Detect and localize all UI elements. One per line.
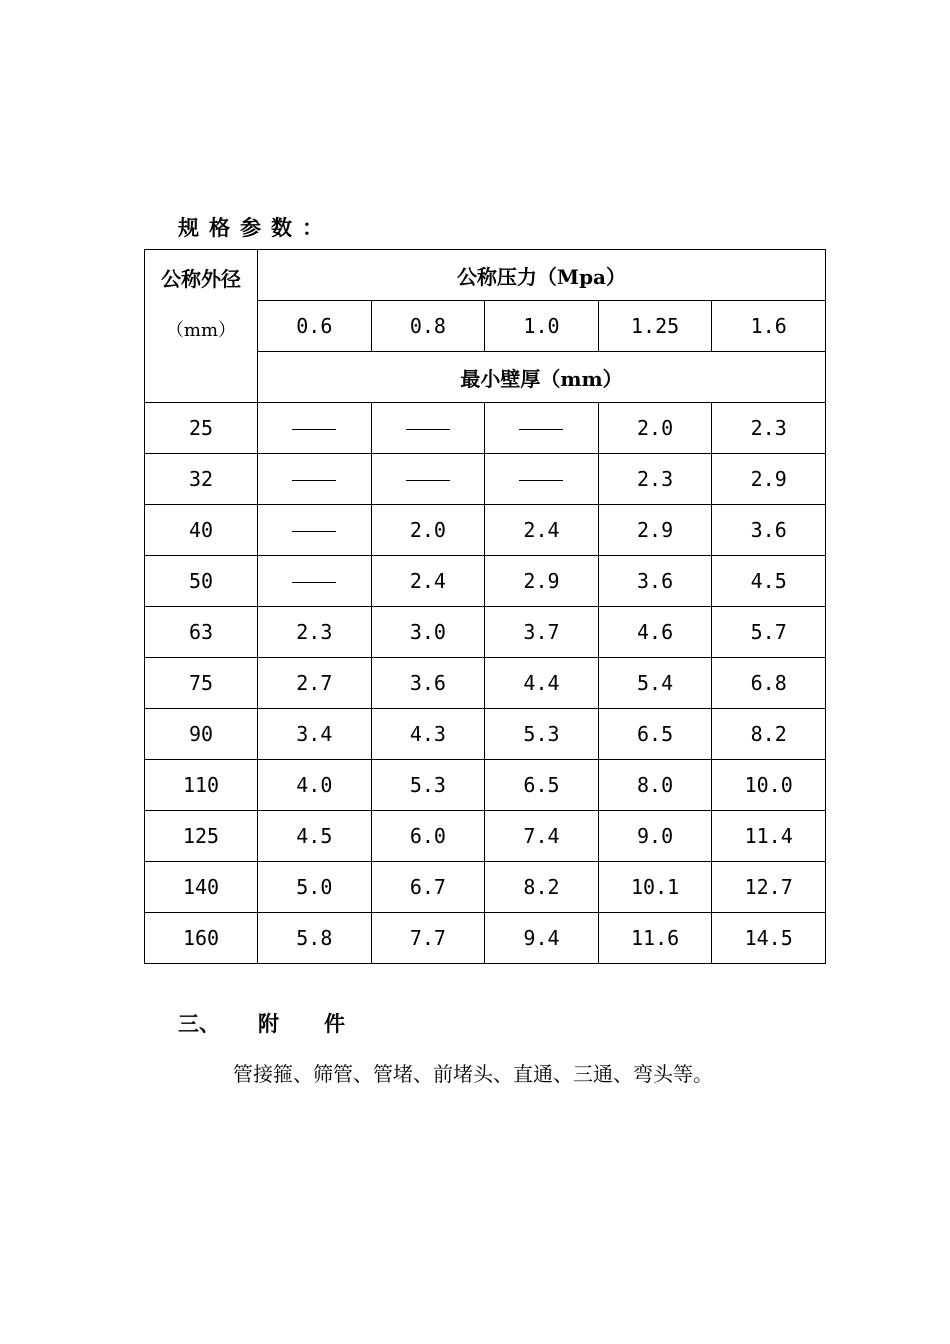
outer-diameter-label: 公称外径 <box>161 267 241 291</box>
wall-thickness-cell: 2.3 <box>598 454 712 505</box>
outer-diameter-header <box>145 250 258 403</box>
pressure-value: 0.8 <box>371 301 485 352</box>
outer-diameter-cell: 32 <box>145 454 258 505</box>
spec-title: 规格参数： <box>178 215 333 240</box>
wall-thickness-cell: 2.9 <box>485 556 599 607</box>
wall-thickness-cell <box>258 454 372 505</box>
wall-thickness-cell: 8.2 <box>485 862 599 913</box>
wall-thickness-cell: 5.0 <box>258 862 372 913</box>
not-applicable-dash <box>292 582 336 583</box>
outer-diameter-cell: 140 <box>145 862 258 913</box>
wall-thickness-cell: 6.5 <box>485 760 599 811</box>
wall-thickness-cell: 5.3 <box>485 709 599 760</box>
section-number: 三、 <box>178 1011 220 1036</box>
table-row <box>145 403 826 454</box>
outer-diameter-cell: 160 <box>145 913 258 964</box>
pressure-value: 1.25 <box>598 301 712 352</box>
wall-thickness-cell: 10.0 <box>712 760 826 811</box>
table-row <box>145 556 826 607</box>
wall-thickness-cell: 5.4 <box>598 658 712 709</box>
wall-thickness-cell: 2.9 <box>598 505 712 556</box>
not-applicable-dash <box>406 480 450 481</box>
wall-thickness-cell: 5.8 <box>258 913 372 964</box>
wall-thickness-cell: 12.7 <box>712 862 826 913</box>
not-applicable-dash <box>406 429 450 430</box>
wall-thickness-cell: 7.7 <box>371 913 485 964</box>
not-applicable-dash <box>519 429 563 430</box>
table-row <box>145 607 826 658</box>
wall-thickness-cell: 9.0 <box>598 811 712 862</box>
table-row <box>145 862 826 913</box>
wall-thickness-cell: 4.6 <box>598 607 712 658</box>
wall-thickness-cell: 4.0 <box>258 760 372 811</box>
table-row <box>145 760 826 811</box>
wall-thickness-cell: 8.2 <box>712 709 826 760</box>
wall-thickness-cell: 2.4 <box>371 556 485 607</box>
wall-thickness-cell: 2.7 <box>258 658 372 709</box>
wall-thickness-cell: 2.4 <box>485 505 599 556</box>
outer-diameter-unit: （mm） <box>165 320 237 341</box>
wall-thickness-cell: 11.6 <box>598 913 712 964</box>
not-applicable-dash <box>519 480 563 481</box>
outer-diameter-cell: 40 <box>145 505 258 556</box>
wall-thickness-cell <box>258 505 372 556</box>
table-row <box>145 454 826 505</box>
wall-thickness-cell <box>258 403 372 454</box>
wall-thickness-cell <box>371 403 485 454</box>
wall-thickness-cell: 6.8 <box>712 658 826 709</box>
wall-thickness-cell: 11.4 <box>712 811 826 862</box>
not-applicable-dash <box>292 531 336 532</box>
wall-thickness-cell: 4.5 <box>258 811 372 862</box>
wall-thickness-cell: 2.0 <box>371 505 485 556</box>
pressure-header: 公称压力（Mpa） <box>258 250 826 301</box>
table-row <box>145 709 826 760</box>
pressure-value: 1.6 <box>712 301 826 352</box>
wall-thickness-cell: 6.7 <box>371 862 485 913</box>
accessories-text: 管接箍、筛管、管堵、前堵头、直通、三通、弯头等。 <box>233 1062 713 1086</box>
header-row-pressure <box>145 250 826 301</box>
section-title-char: 附 <box>258 1011 279 1036</box>
outer-diameter-cell: 50 <box>145 556 258 607</box>
wall-thickness-cell: 8.0 <box>598 760 712 811</box>
not-applicable-dash <box>292 480 336 481</box>
outer-diameter-cell: 25 <box>145 403 258 454</box>
wall-thickness-cell: 2.0 <box>598 403 712 454</box>
wall-thickness-cell: 2.3 <box>258 607 372 658</box>
wall-thickness-cell: 3.4 <box>258 709 372 760</box>
wall-thickness-cell: 2.3 <box>712 403 826 454</box>
spec-table <box>144 249 826 964</box>
outer-diameter-cell: 63 <box>145 607 258 658</box>
wall-thickness-cell: 5.7 <box>712 607 826 658</box>
not-applicable-dash <box>292 429 336 430</box>
outer-diameter-cell: 110 <box>145 760 258 811</box>
pressure-value: 0.6 <box>258 301 372 352</box>
table-row <box>145 811 826 862</box>
wall-thickness-cell: 9.4 <box>485 913 599 964</box>
wall-thickness-cell <box>371 454 485 505</box>
wall-thickness-cell: 10.1 <box>598 862 712 913</box>
wall-thickness-cell: 4.3 <box>371 709 485 760</box>
wall-thickness-cell <box>258 556 372 607</box>
section-title-char: 件 <box>324 1011 345 1036</box>
wall-thickness-cell: 6.0 <box>371 811 485 862</box>
wall-thickness-cell <box>485 454 599 505</box>
wall-thickness-cell: 2.9 <box>712 454 826 505</box>
wall-thickness-cell: 7.4 <box>485 811 599 862</box>
wall-thickness-cell: 3.6 <box>598 556 712 607</box>
wall-thickness-cell <box>485 403 599 454</box>
wall-thickness-cell: 3.6 <box>712 505 826 556</box>
outer-diameter-cell: 125 <box>145 811 258 862</box>
table-row <box>145 658 826 709</box>
wall-thickness-cell: 3.0 <box>371 607 485 658</box>
wall-thickness-cell: 5.3 <box>371 760 485 811</box>
wall-thickness-cell: 14.5 <box>712 913 826 964</box>
outer-diameter-cell: 75 <box>145 658 258 709</box>
wall-thickness-cell: 6.5 <box>598 709 712 760</box>
table-row <box>145 505 826 556</box>
wall-thickness-header: 最小壁厚（mm） <box>258 352 826 403</box>
wall-thickness-cell: 4.4 <box>485 658 599 709</box>
wall-thickness-cell: 3.7 <box>485 607 599 658</box>
table-row <box>145 913 826 964</box>
pressure-value: 1.0 <box>485 301 599 352</box>
section-heading-accessories <box>178 1008 345 1038</box>
outer-diameter-cell: 90 <box>145 709 258 760</box>
wall-thickness-cell: 4.5 <box>712 556 826 607</box>
wall-thickness-cell: 3.6 <box>371 658 485 709</box>
